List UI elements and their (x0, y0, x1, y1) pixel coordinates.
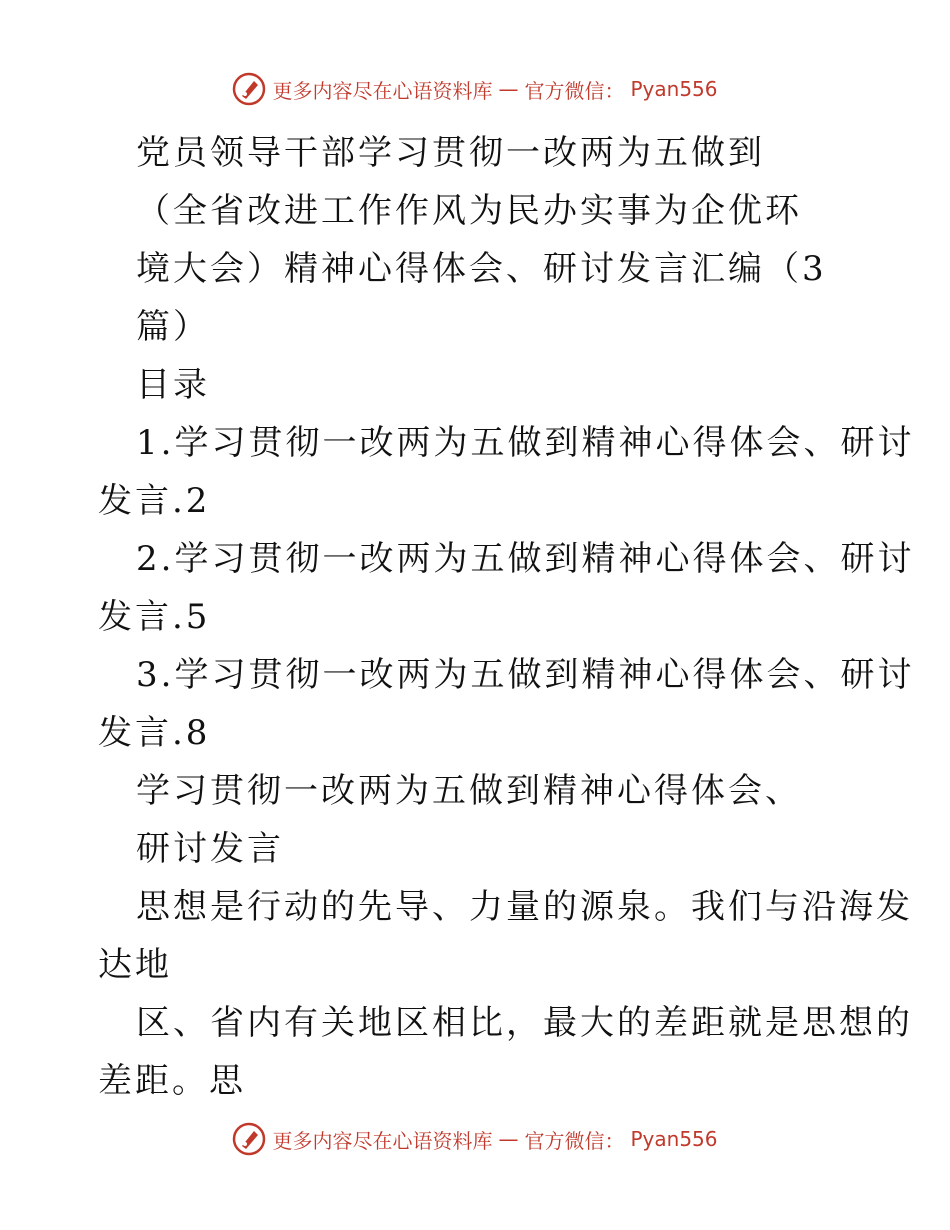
title-line-4: 篇） (136, 307, 210, 347)
watermark-wechat-id: Pyan556 (630, 77, 718, 101)
header-watermark (0, 72, 950, 106)
watermark-main-text: 更多内容尽在心语资料库 (272, 1128, 493, 1153)
toc-item-3-cont: 发言.8 (98, 713, 211, 753)
watermark-separator: — (498, 77, 519, 101)
watermark-wechat-id: Pyan556 (630, 1127, 718, 1151)
toc-item-2-cont: 发言.5 (98, 597, 211, 637)
watermark-wechat-label: 官方微信： (524, 78, 625, 103)
toc-item-2: 2.学习贯彻一改两为五做到精神心得体会、研讨 (136, 539, 915, 579)
document-body (98, 124, 915, 1110)
section-heading-line-1: 学习贯彻一改两为五做到精神心得体会、 (136, 771, 802, 811)
watermark-wechat-label: 官方微信： (524, 1128, 625, 1153)
footer-watermark (0, 1122, 950, 1156)
section-heading-line-2: 研讨发言 (136, 829, 284, 869)
toc-item-3: 3.学习贯彻一改两为五做到精神心得体会、研讨 (136, 655, 915, 695)
paragraph-line-1: 思想是行动的先导、力量的源泉。我们与沿海发 (136, 887, 913, 927)
pen-nib-logo-icon (232, 72, 266, 106)
toc-item-1: 1.学习贯彻一改两为五做到精神心得体会、研讨 (136, 423, 915, 463)
paragraph-line-4: 差距。思 (98, 1061, 246, 1101)
paragraph-line-2: 达地 (98, 945, 172, 985)
title-line-2: （全省改进工作作风为民办实事为企优环 (136, 191, 802, 231)
paragraph-line-3: 区、省内有关地区相比，最大的差距就是思想的 (136, 1003, 913, 1043)
pen-nib-logo-icon (232, 1122, 266, 1156)
toc-heading: 目录 (136, 365, 210, 405)
title-line-1: 党员领导干部学习贯彻一改两为五做到 (136, 133, 765, 173)
title-line-3: 境大会）精神心得体会、研讨发言汇编（3 (136, 249, 827, 289)
toc-item-1-cont: 发言.2 (98, 481, 211, 521)
watermark-separator: — (498, 1127, 519, 1151)
watermark-main-text: 更多内容尽在心语资料库 (272, 78, 493, 103)
